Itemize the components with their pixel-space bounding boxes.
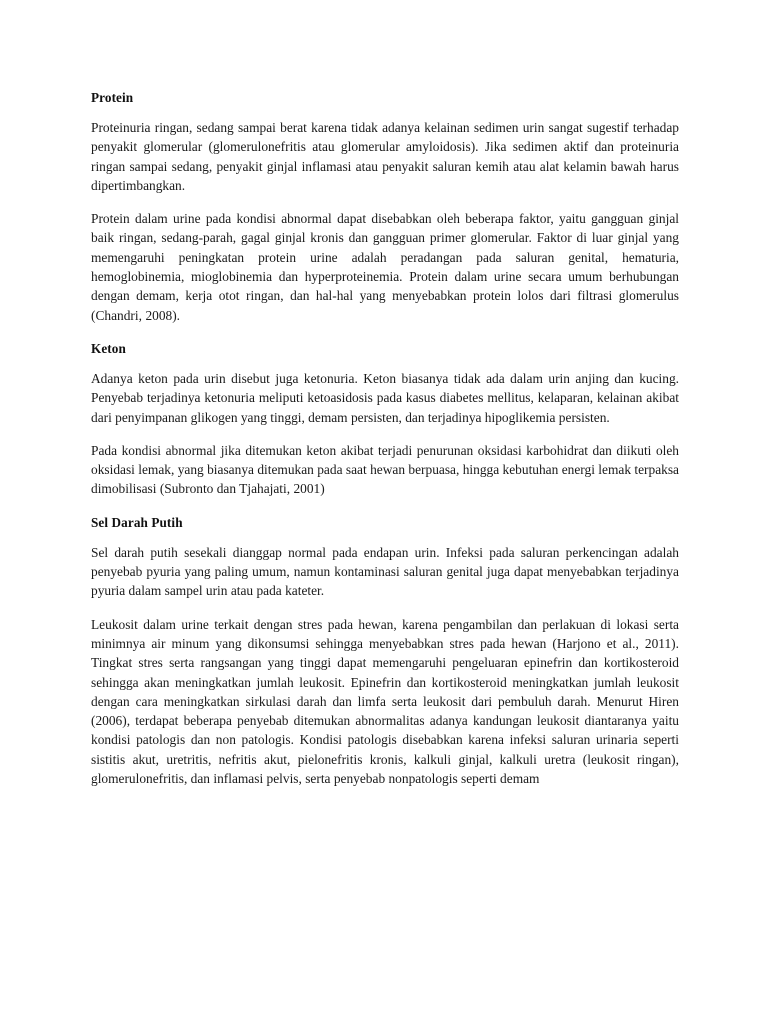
section-heading-keton: Keton bbox=[91, 340, 126, 356]
paragraph-protein-1: Proteinuria ringan, sedang sampai berat karena tidak adanya kelainan sedimen urin sangat sugestif terhadap penyakit glomerular (glomerulonefritis atau glomerular amyloidosis). Jika sedimen aktif dan proteinuria ringan sampai sedang, penyakit ginjal inflamasi atau penyakit saluran kemih atau alat kelamin bawah harus dipertimbangkan. bbox=[91, 120, 679, 193]
paragraph-keton-1: Adanya keton pada urin disebut juga ketonuria. Keton biasanya tidak ada dalam urin anjing dan kucing. Penyebab terjadinya ketonuria meliputi ketoasidosis pada kasus diabetes mellitus, kelaparan, kelainan akibat dari penyimpanan glikogen yang tinggi, demam persisten, dan terjadinya hipoglikemia persisten. bbox=[91, 370, 679, 425]
section-heading-protein: Protein bbox=[91, 90, 134, 105]
document-body bbox=[91, 88, 679, 788]
paragraph-protein-2: Protein dalam urine pada kondisi abnormal dapat disebabkan oleh beberapa faktor, yaitu gangguan ginjal baik ringan, sedang-parah, gagal ginjal kronis dan gangguan primer glomerular. Faktor di luar ginjal yang memengaruhi peningkatan protein urine adalah peradangan pada saluran genital, hematuria, hemoglobinemia, mioglobinemia dan hyperproteinemia. Protein dalam urine secara umum berhubungan dengan demam, kerja otot ringan, dan hal-hal yang menyebabkan protein lolos dari filtrasi glomerulus (Chandri, 2008). bbox=[91, 211, 679, 323]
paragraph-sel-darah-putih-2: Leukosit dalam urine terkait dengan stres pada hewan, karena pengambilan dan perlakuan di lokasi serta minimnya air minum yang dikonsumsi sehingga menyebabkan stres pada hewan (Harjono et al., 2011). Tingkat stres serta rangsangan yang tinggi dapat memengaruhi pengeluaran epinefrin dan kortikosteroid sehingga akan meningkatkan jumlah leukosit. Epinefrin dan kortikosteroid meningkatkan jumlah leukosit dengan cara meningkatkan sirkulasi darah dan limfa serta leukosit dari pembuluh darah. Menurut Hiren (2006), terdapat beberapa penyebab ditemukan abnormalitas adanya kandungan leukosit diantaranya yaitu kondisi patologis dan non patologis. Kondisi patologis disebabkan karena infeksi saluran urinaria seperti sistitis akut, uretritis, nefritis akut, pielonefritis kronis, kalkuli ginjal, kalkuli uretra (leukosit ringan), glomerulonefritis, dan inflamasi pelvis, serta penyebab nonpatologis seperti demam bbox=[91, 616, 679, 787]
section-heading-sel-darah-putih: Sel Darah Putih bbox=[91, 514, 183, 530]
paragraph-keton-2: Pada kondisi abnormal jika ditemukan keton akibat terjadi penurunan oksidasi karbohidrat dan diikuti oleh oksidasi lemak, yang biasanya ditemukan pada saat hewan berpuasa, hingga kebutuhan energi lemak terpaksa dimobilisasi (Subronto dan Tjahajati, 2001) bbox=[91, 442, 679, 497]
paragraph-sel-darah-putih-1: Sel darah putih sesekali dianggap normal pada endapan urin. Infeksi pada saluran perkencingan adalah penyebab pyuria yang paling umum, namun kontaminasi saluran genital juga dapat menyebabkan terjadinya pyuria dalam sampel urin atau pada kateter. bbox=[91, 544, 679, 599]
